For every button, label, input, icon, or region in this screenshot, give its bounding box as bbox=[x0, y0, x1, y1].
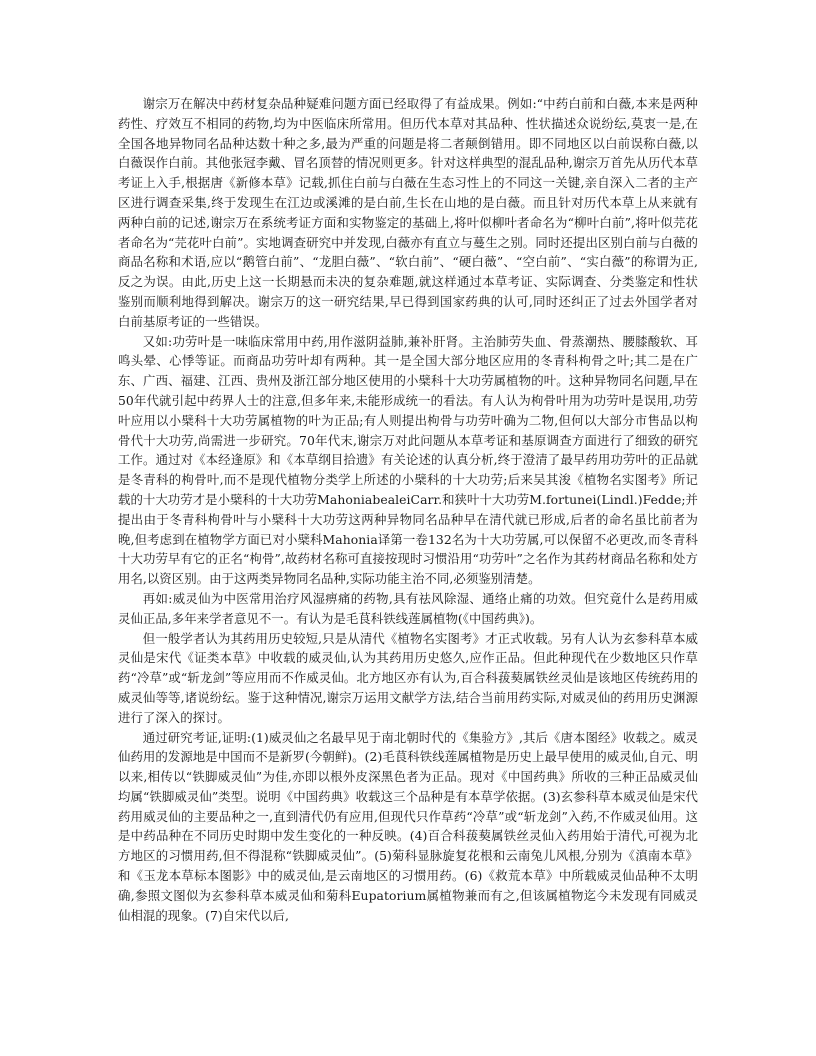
paragraph-weilingxian-intro: 再如:威灵仙为中医常用治疗风湿痹痛的药物,具有祛风除湿、通络止痛的功效。但究竟什么是药用威灵仙正品,多年来学者意见不一。有认为是毛茛科铁线莲属植物(《中国药典》)。 bbox=[118, 590, 698, 626]
paragraph-weilingxian-views: 但一般学者认为其药用历史较短,只是从清代《植物名实图考》才正式收载。另有人认为玄参科草本威灵仙是宋代《证类本草》中收载的威灵仙,认为其药用历史悠久,应作正品。但此种现代在少数地区只作草药“冷草”或“斩龙剑”等应用而不作威灵仙。北方地区亦有认为,百合科菝葜属铁丝灵仙是该地区传统药用的威灵仙等等,诸说纷纭。鉴于这种情况,谢宗万运用文献学方法,结合当前用药实际,对威灵仙的药用历史渊源进行了深入的探讨。 bbox=[118, 630, 698, 725]
paragraph-baiqian-baiwei: 谢宗万在解决中药材复杂品种疑难问题方面已经取得了有益成果。例如:“中药白前和白薇,本来是两种药性、疗效互不相同的药物,均为中医临床所常用。但历代本草对其品种、性状描述众说纷纭,莫衷一是,在全国各地异物同名品种达数十种之多,最为严重的问题是将二者颠倒错用。即不同地区以白前误称白薇,以白薇误作白前。其他张冠李戴、冒名顶替的情况则更多。针对这样典型的混乱品种,谢宗万首先从历代本草考证上入手,根据唐《新修本草》记载,抓住白前与白薇在生态习性上的不同这一关键,亲自深入二者的主产区进行调查采集,终于发现生在江边或溪滩的是白前,生长在山地的是白薇。而且针对历代本草上从来就有两种白前的记述,谢宗万在系统考证方面和实物鉴定的基础上,将叶似柳叶者命名为“柳叶白前”,将叶似芫花者命名为“芫花叶白前”。实地调查研究中并发现,白薇亦有直立与蔓生之别。同时还提出区别白前与白薇的商品名称和术语,应以“鹅管白前”、“龙胆白薇”、“软白前”、“硬白薇”、“空白前”、“实白薇”的称谓为正,反之为误。由此,历史上这一长期悬而未决的复杂难题,就这样通过本草考证、实际调查、分类鉴定和性状鉴别而顺利地得到解决。谢宗万的这一研究结果,早已得到国家药典的认可,同时还纠正了过去外国学者对白前基原考证的一些错误。 bbox=[118, 96, 698, 329]
paragraph-weilingxian-conclusions: 通过研究考证,证明:(1)威灵仙之名最早见于南北朝时代的《集验方》,其后《唐本图经》收载之。威灵仙药用的发源地是中国而不是新罗(今朝鲜)。(2)毛茛科铁线莲属植物是历史上最早使用的威灵仙,自元、明以来,相传以“铁脚威灵仙”为佳,亦即以根外皮深黑色者为正品。现对《中国药典》所收的三种正品威灵仙均属“铁脚威灵仙”类型。说明《中国药典》收载这三个品种是有本草学依据。(3)玄参科草本威灵仙是宋代药用威灵仙的主要品种之一,直到清代仍有应用,但现代只作草药“冷草”或“斩龙剑”入药,不作威灵仙用。这是中药品种在不同历史时期中发生变化的一种反映。(4)百合科菝葜属铁丝灵仙入药用始于清代,可视为北方地区的习惯用药,但不得混称“铁脚威灵仙”。(5)菊科显脉旋复花根和云南兔儿风根,分别为《滇南本草》和《玉龙本草标本图影》中的威灵仙,是云南地区的习惯用药。(6)《救荒本草》中所载威灵仙品种不太明确,参照文图似为玄参科草本威灵仙和菊科Eupatorium属植物兼而有之,但该属植物迄今未发现有同威灵仙相混的现象。(7)自宋代以后, bbox=[118, 729, 698, 923]
paragraph-gonglaoye: 又如:功劳叶是一味临床常用中药,用作滋阴益肺,兼补肝肾。主治肺劳失血、骨蒸潮热、腰膝酸软、耳鸣头晕、心悸等证。而商品功劳叶却有两种。其一是全国大部分地区应用的冬青科枸骨之叶;其二是在广东、广西、福建、江西、贵州及浙江部分地区使用的小檗科十大功劳属植物的叶。这种异物同名问题,早在50年代就引起中药界人士的注意,但多年来,未能形成统一的看法。有人认为枸骨叶用为功劳叶是误用,功劳叶应用以小檗科十大功劳属植物的叶为正品;有人则提出枸骨与功劳叶确为二物,但何以大部分市售品以枸骨代十大功劳,尚需进一步研究。70年代末,谢宗万对此问题从本草考证和基原调查方面进行了细致的研究工作。通过对《本经逢原》和《本草纲目拾遗》有关论述的认真分析,终于澄清了最早药用功劳叶的正品就是冬青科的枸骨叶,而不是现代植物分类学上所述的小檗科的十大功劳;后来吴其浚《植物名实图考》所记载的十大功劳才是小檗科的十大功劳MahoniabealeiCarr.和狭叶十大功劳M.fortunei(Lindl.)Fedde;并提出由于冬青科枸骨叶与小檗科十大功劳这两种异物同名品种早在清代就已形成,后者的命名虽比前者为晚,但考虑到在植物学方面已对小檗科Mahonia译第一卷132名为十大功劳属,可以保留不必更改,而冬青科十大功劳早有它的正名“枸骨”,故药材名称可直接按现时习惯沿用“功劳叶”之名作为其药材商品名称和处方用名,以资区别。由于这两类异物同名品种,实际功能主治不同,必须鉴别清楚。 bbox=[118, 333, 698, 587]
document-page bbox=[118, 94, 698, 925]
